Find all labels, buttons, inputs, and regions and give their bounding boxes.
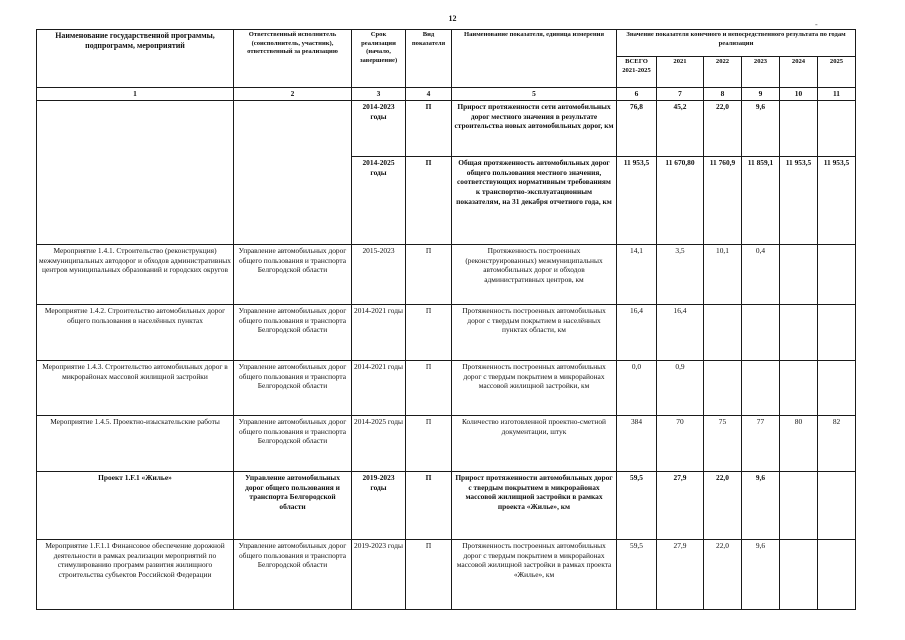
table-row bbox=[37, 360, 856, 415]
value-total: 59,5 bbox=[617, 471, 657, 539]
value-2023: 9,6 bbox=[742, 100, 780, 156]
value-2024: 80 bbox=[780, 415, 818, 471]
value-2021: 70 bbox=[657, 415, 704, 471]
period-cell: 2014-2025 годы bbox=[352, 156, 406, 244]
indicator-cell: Количество изготовленной проектно-сметной документации, штук bbox=[452, 415, 617, 471]
column-number: 6 bbox=[617, 88, 657, 101]
value-2021: 27,9 bbox=[657, 539, 704, 609]
type-cell: П bbox=[406, 539, 452, 609]
value-2022: 22,0 bbox=[704, 471, 742, 539]
value-total: 16,4 bbox=[617, 304, 657, 360]
column-number: 4 bbox=[406, 88, 452, 101]
type-cell: П bbox=[406, 156, 452, 244]
value-2022: 11 760,9 bbox=[704, 156, 742, 244]
column-number: 5 bbox=[452, 88, 617, 101]
value-2025 bbox=[818, 360, 856, 415]
corner-mark: - bbox=[815, 20, 818, 29]
value-2023: 9,6 bbox=[742, 471, 780, 539]
value-total: 59,5 bbox=[617, 539, 657, 609]
header-values-group: Значение показателя конечного и непосредственного результата по годам реализации bbox=[617, 30, 856, 57]
value-2023 bbox=[742, 304, 780, 360]
value-2023: 77 bbox=[742, 415, 780, 471]
program-name-cell: Мероприятие 1.F.1.1 Финансовое обеспечение дорожной деятельности в рамках реализации мероприятий по стимулированию программ развития жилищного строительства субъектов Российской Федерации bbox=[37, 539, 234, 609]
value-total: 14,1 bbox=[617, 244, 657, 304]
type-cell: П bbox=[406, 100, 452, 156]
value-2021: 11 670,80 bbox=[657, 156, 704, 244]
program-name-cell: Мероприятие 1.4.5. Проектно-изыскательские работы bbox=[37, 415, 234, 471]
value-2025: 82 bbox=[818, 415, 856, 471]
type-cell: П bbox=[406, 471, 452, 539]
executor-cell: Управление автомобильных дорог общего пользования и транспорта Белгородской области bbox=[234, 539, 352, 609]
header-executor: Ответственный исполнитель (соисполнитель, участник), ответственный за реализацию bbox=[234, 30, 352, 88]
value-2025 bbox=[818, 304, 856, 360]
program-name-cell: Мероприятие 1.4.1. Строительство (реконструкция) межмуниципальных автодорог и обходов административных центров муниципальных образований и городских округов bbox=[37, 244, 234, 304]
value-2022: 22,0 bbox=[704, 539, 742, 609]
table-row bbox=[37, 244, 856, 304]
type-cell: П bbox=[406, 360, 452, 415]
value-2023: 11 859,1 bbox=[742, 156, 780, 244]
table-row bbox=[37, 304, 856, 360]
type-cell: П bbox=[406, 304, 452, 360]
value-total: 0,0 bbox=[617, 360, 657, 415]
indicator-cell: Протяженность построенных (реконструированных) межмуниципальных автомобильных дорог и обходов административных центров, км bbox=[452, 244, 617, 304]
column-numbers-row bbox=[37, 88, 856, 101]
executor-cell: Управление автомобильных дорог общего пользования и транспорта Белгородской области bbox=[234, 471, 352, 539]
value-2024 bbox=[780, 360, 818, 415]
executor-cell: Управление автомобильных дорог общего пользования и транспорта Белгородской области bbox=[234, 304, 352, 360]
value-2023 bbox=[742, 360, 780, 415]
value-2025: 11 953,5 bbox=[818, 156, 856, 244]
value-total: 11 953,5 bbox=[617, 156, 657, 244]
header-year: 2025 bbox=[818, 57, 856, 88]
value-total: 384 bbox=[617, 415, 657, 471]
column-number: 3 bbox=[352, 88, 406, 101]
period-cell: 2014-2021 годы bbox=[352, 304, 406, 360]
column-number: 10 bbox=[780, 88, 818, 101]
table-row bbox=[37, 415, 856, 471]
indicator-cell: Прирост протяженности сети автомобильных дорог местного значения в результате строительства новых автомобильных дорог, км bbox=[452, 100, 617, 156]
column-number: 2 bbox=[234, 88, 352, 101]
program-name-cell bbox=[37, 100, 234, 244]
type-cell: П bbox=[406, 415, 452, 471]
value-2022: 75 bbox=[704, 415, 742, 471]
period-cell: 2015-2023 bbox=[352, 244, 406, 304]
value-2022 bbox=[704, 360, 742, 415]
header-row bbox=[37, 30, 856, 57]
header-year: 2023 bbox=[742, 57, 780, 88]
header-name: Наименование государственной программы, подпрограмм, мероприятий bbox=[37, 30, 234, 88]
value-2024 bbox=[780, 471, 818, 539]
header-year: 2021 bbox=[657, 57, 704, 88]
value-2025 bbox=[818, 471, 856, 539]
header-year: 2022 bbox=[704, 57, 742, 88]
value-2025 bbox=[818, 244, 856, 304]
header-indicator: Наименование показателя, единица измерения bbox=[452, 30, 617, 88]
executor-cell: Управление автомобильных дорог общего пользования и транспорта Белгородской области bbox=[234, 360, 352, 415]
indicator-cell: Протяженность построенных автомобильных дорог с твердым покрытием в микрорайонах массовой жилищной застройки, км bbox=[452, 360, 617, 415]
value-2022: 22,0 bbox=[704, 100, 742, 156]
value-2021: 0,9 bbox=[657, 360, 704, 415]
type-cell: П bbox=[406, 244, 452, 304]
period-cell: 2014-2023 годы bbox=[352, 100, 406, 156]
value-2024 bbox=[780, 539, 818, 609]
column-number: 7 bbox=[657, 88, 704, 101]
value-2021: 3,5 bbox=[657, 244, 704, 304]
column-number: 11 bbox=[818, 88, 856, 101]
executor-cell bbox=[234, 100, 352, 244]
value-2024 bbox=[780, 244, 818, 304]
indicator-cell: Протяженность построенных автомобильных дорог с твердым покрытием в населённых пунктах области, км bbox=[452, 304, 617, 360]
value-2021: 45,2 bbox=[657, 100, 704, 156]
period-cell: 2014-2025 годы bbox=[352, 415, 406, 471]
indicator-cell: Прирост протяженности автомобильных дорог с твердым покрытием в микрорайонах массовой жилищной застройки в рамках проекта «Жилье», км bbox=[452, 471, 617, 539]
program-name-cell: Проект 1.F.1 «Жилье» bbox=[37, 471, 234, 539]
value-2023: 0,4 bbox=[742, 244, 780, 304]
program-name-cell: Мероприятие 1.4.3. Строительство автомобильных дорог в микрорайонах массовой жилищной застройки bbox=[37, 360, 234, 415]
page-number: 12 bbox=[448, 14, 457, 23]
value-2024: 11 953,5 bbox=[780, 156, 818, 244]
table-row bbox=[37, 100, 856, 156]
executor-cell: Управление автомобильных дорог общего пользования и транспорта Белгородской области bbox=[234, 415, 352, 471]
program-name-cell: Мероприятие 1.4.2. Строительство автомобильных дорог общего пользования в населённых пунктах bbox=[37, 304, 234, 360]
value-2025 bbox=[818, 100, 856, 156]
table-row bbox=[37, 471, 856, 539]
column-number: 9 bbox=[742, 88, 780, 101]
header-period: Срок реализации (начало, завершение) bbox=[352, 30, 406, 88]
header-type: Вид показателя bbox=[406, 30, 452, 88]
column-number: 1 bbox=[37, 88, 234, 101]
value-2021: 16,4 bbox=[657, 304, 704, 360]
period-cell: 2019-2023 годы bbox=[352, 471, 406, 539]
value-2023: 9,6 bbox=[742, 539, 780, 609]
indicator-cell: Протяженность построенных автомобильных дорог с твердым покрытием в микрорайонах массовой жилищной застройки в рамках проекта «Жилье», км bbox=[452, 539, 617, 609]
period-cell: 2014-2021 годы bbox=[352, 360, 406, 415]
period-cell: 2019-2023 годы bbox=[352, 539, 406, 609]
table-row bbox=[37, 539, 856, 609]
value-2022: 10,1 bbox=[704, 244, 742, 304]
value-2024 bbox=[780, 100, 818, 156]
value-2024 bbox=[780, 304, 818, 360]
value-2022 bbox=[704, 304, 742, 360]
value-2025 bbox=[818, 539, 856, 609]
executor-cell: Управление автомобильных дорог общего пользования и транспорта Белгородской области bbox=[234, 244, 352, 304]
column-number: 8 bbox=[704, 88, 742, 101]
value-total: 76,8 bbox=[617, 100, 657, 156]
indicator-cell: Общая протяженность автомобильных дорог общего пользования местного значения, соответствующих нормативным требованиям к транспортно-эксплуатационным показателям, на 31 декабря отчетного года, км bbox=[452, 156, 617, 244]
header-year: 2024 bbox=[780, 57, 818, 88]
header-total: ВСЕГО 2021-2025 bbox=[617, 57, 657, 88]
value-2021: 27,9 bbox=[657, 471, 704, 539]
indicator-table bbox=[36, 29, 856, 610]
